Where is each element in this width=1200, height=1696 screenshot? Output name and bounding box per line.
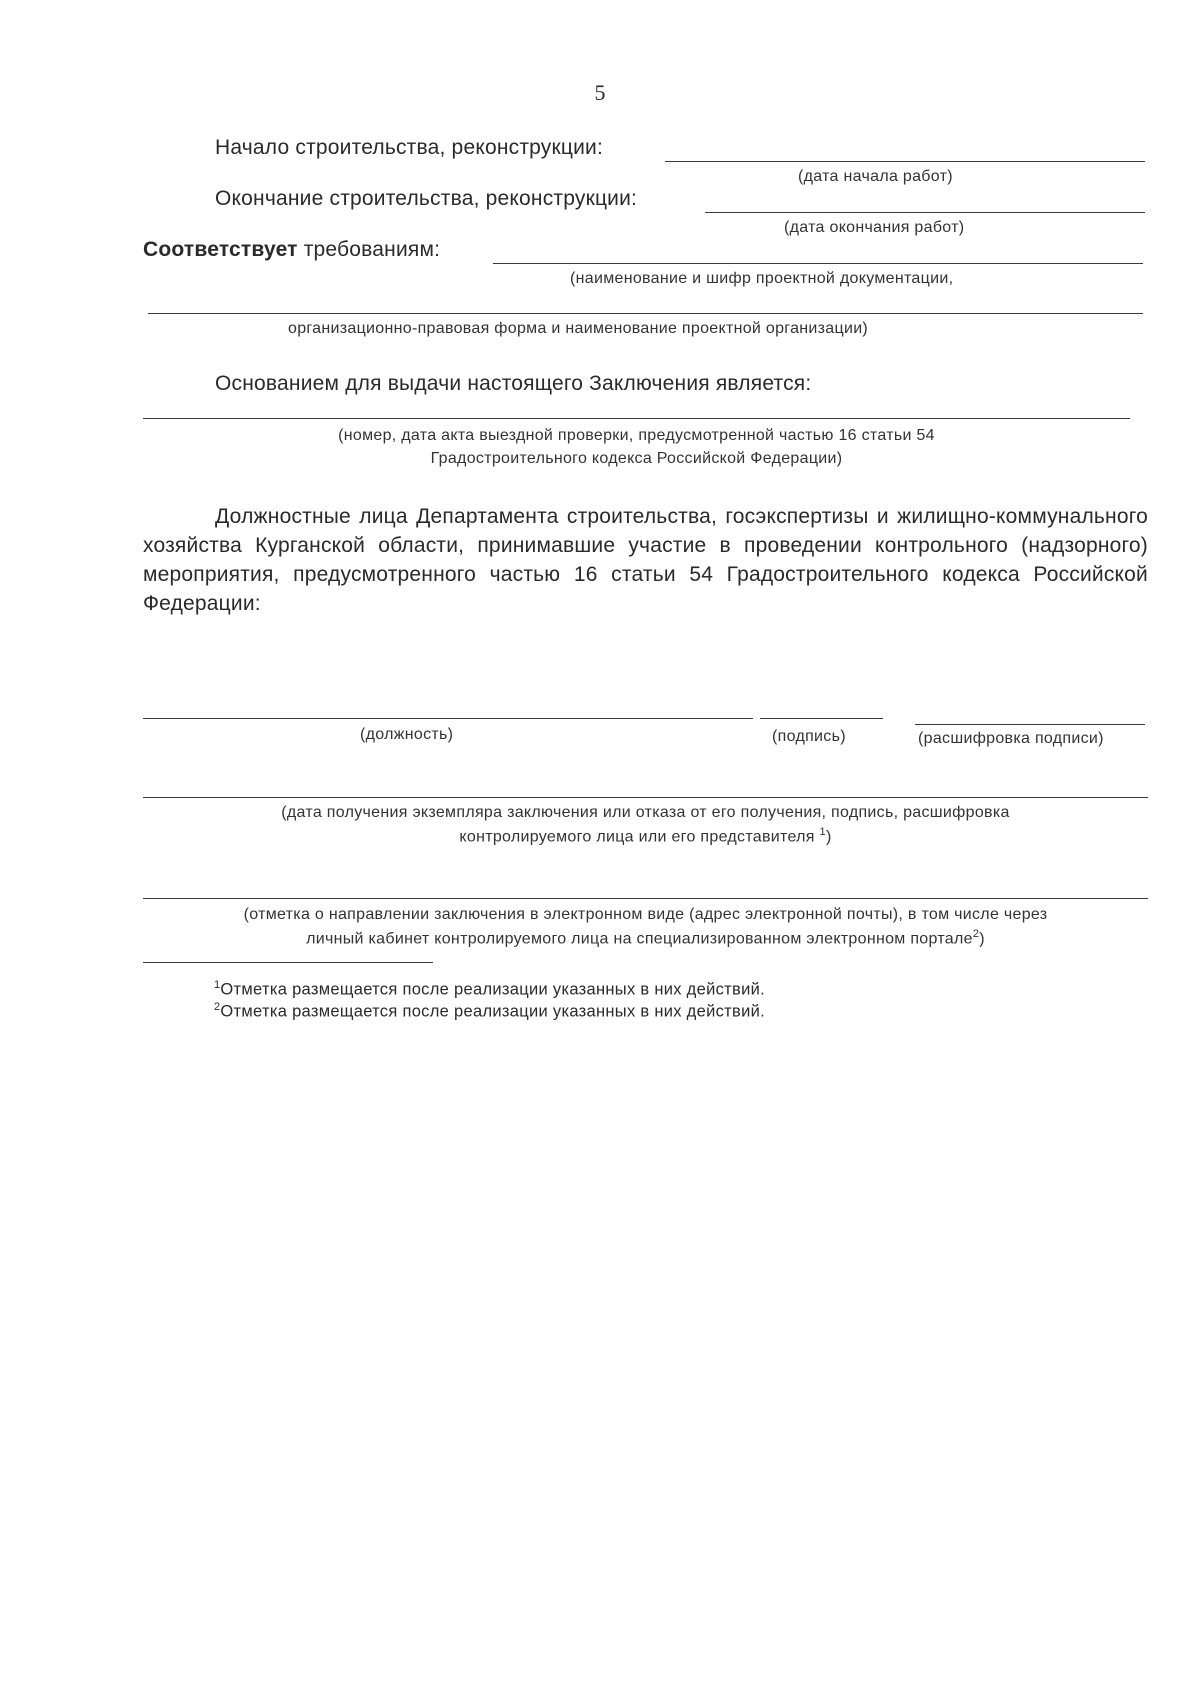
receipt-caption-2 (143, 826, 1148, 846)
decode-caption: (расшифровка подписи) (918, 730, 1104, 747)
basis-label: Основанием для выдачи настоящего Заключения является: (215, 372, 812, 395)
footnote-separator (143, 962, 433, 963)
receipt-footnote-mark: 1 (819, 826, 826, 838)
electronic-line (143, 898, 1148, 899)
basis-caption-1: (номер, дата акта выездной проверки, предусмотренной частью 16 статьи 54 (338, 427, 935, 444)
footnote-2-text: Отметка размещается после реализации указанных в них действий. (220, 1002, 765, 1021)
electronic-caption-2 (143, 928, 1148, 948)
footnote-1 (214, 979, 765, 1000)
basis-line (143, 418, 1130, 419)
start-caption: (дата начала работ) (798, 168, 953, 185)
footnote-2 (214, 1001, 765, 1022)
receipt-caption-text: контролируемого лица или его представителя (459, 828, 815, 846)
complies-text: требованиям: (303, 238, 441, 261)
electronic-close: ) (979, 930, 985, 948)
end-date-line (705, 212, 1145, 213)
basis-caption-2: Градостроительного кодекса Российской Федерации) (430, 450, 843, 467)
complies-caption-2: организационно-правовая форма и наименование проектной организации) (288, 320, 869, 337)
electronic-footnote-mark: 2 (972, 928, 980, 940)
page-number: 5 (594, 80, 606, 105)
position-caption: (должность) (360, 726, 454, 743)
electronic-caption-1: (отметка о направлении заключения в электронном виде (адрес электронной почты), в том числе через (243, 906, 1048, 923)
end-caption: (дата окончания работ) (784, 219, 965, 236)
start-date-line (665, 161, 1145, 162)
complies-bold: Соответствует (143, 238, 298, 261)
officials-paragraph: Должностные лица Департамента строительства, госэкспертизы и жилищно-коммунального хозяйства Курганской области, принимавшие участие в проведении контрольного (надзорного) мероприятия, предусмотренного частью 16 статьи 54 Градостроительного кодекса Российской Федерации: (143, 505, 1148, 615)
electronic-caption-text: личный кабинет контролируемого лица на специализированном электронном портале (306, 930, 973, 948)
footnote-1-text: Отметка размещается после реализации указанных в них действий. (220, 980, 765, 999)
receipt-line (143, 797, 1148, 798)
complies-label (143, 238, 440, 262)
start-label: Начало строительства, реконструкции: (215, 136, 603, 159)
footnote-2-mark: 2 (214, 1001, 221, 1013)
receipt-close: ) (825, 828, 832, 846)
complies-line (493, 263, 1143, 264)
decode-line (915, 724, 1145, 725)
end-label: Окончание строительства, реконструкции: (215, 187, 638, 210)
signature-line (760, 718, 883, 719)
complies-line-2 (148, 313, 1143, 314)
receipt-caption-1: (дата получения экземпляра заключения или отказа от его получения, подпись, расшифровка (281, 804, 1010, 821)
footnote-1-mark: 1 (214, 979, 221, 991)
position-line (143, 718, 753, 719)
complies-caption-1: (наименование и шифр проектной документации, (570, 270, 954, 287)
signature-caption: (подпись) (772, 728, 846, 745)
